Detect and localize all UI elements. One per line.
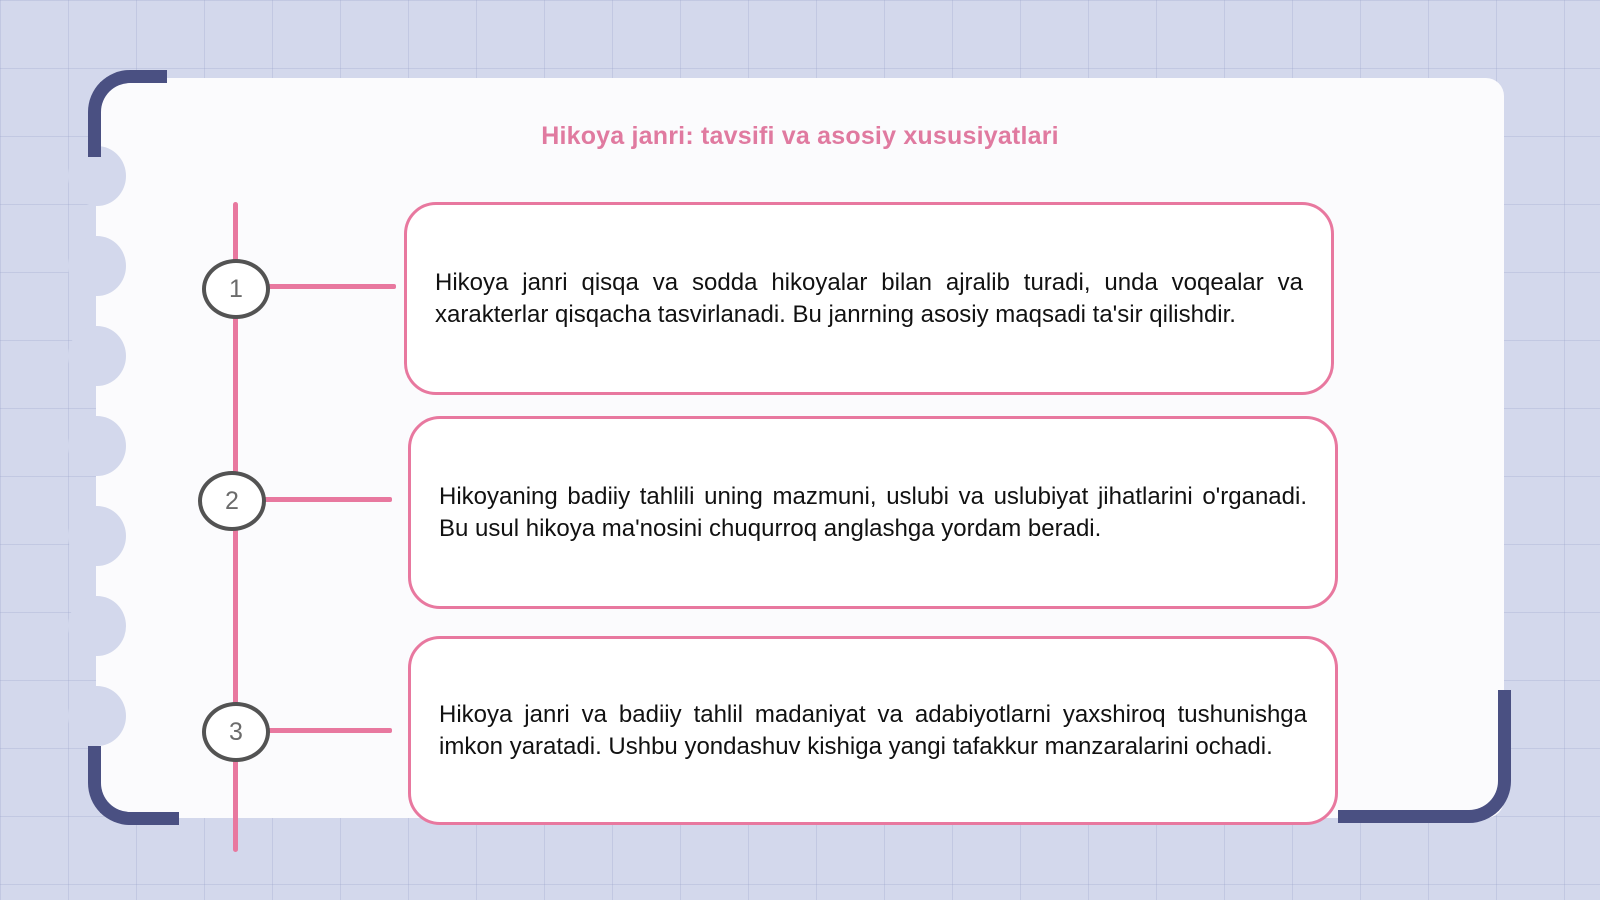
step-number-2: 2: [198, 471, 266, 531]
slide-title: Hikoya janri: tavsifi va asosiy xususiyatlari: [541, 122, 1059, 150]
content-box-1: [404, 202, 1334, 395]
frame-corner-top-left: [88, 70, 167, 157]
frame-corner-bottom-left: [88, 746, 179, 825]
connector-line-2: [262, 497, 392, 502]
scallop-notch: [68, 326, 126, 386]
step-number-3: 3: [202, 702, 270, 762]
content-text-2: Hikoyaning badiiy tahlili uning mazmuni, uslubi va uslubiyat jihatlarini o'rganadi. Bu usul hikoya ma'nosini chuqurroq anglashga yordam beradi.: [439, 482, 1307, 542]
connector-line-3: [262, 728, 392, 733]
content-text-1: Hikoya janri qisqa va sodda hikoyalar bilan ajralib turadi, unda voqealar va xarakterlar qisqacha tasvirlanadi. Bu janrning asosiy maqsadi ta'sir qilishdir.: [435, 268, 1303, 328]
scallop-notch: [68, 686, 126, 746]
content-box-3: [408, 636, 1338, 825]
connector-line-1: [262, 284, 396, 289]
scallop-notch: [68, 596, 126, 656]
step-number-1: 1: [202, 259, 270, 319]
frame-corner-bottom-right: [1338, 690, 1511, 823]
content-box-2: [408, 416, 1338, 609]
scallop-notch: [68, 506, 126, 566]
scallop-notch: [68, 416, 126, 476]
scallop-notch: [68, 236, 126, 296]
content-text-3: Hikoya janri va badiiy tahlil madaniyat va adabiyotlarni yaxshiroq tushunishga imkon yaratadi. Ushbu yondashuv kishiga yangi tafakkur manzaralarini ochadi.: [439, 700, 1307, 760]
